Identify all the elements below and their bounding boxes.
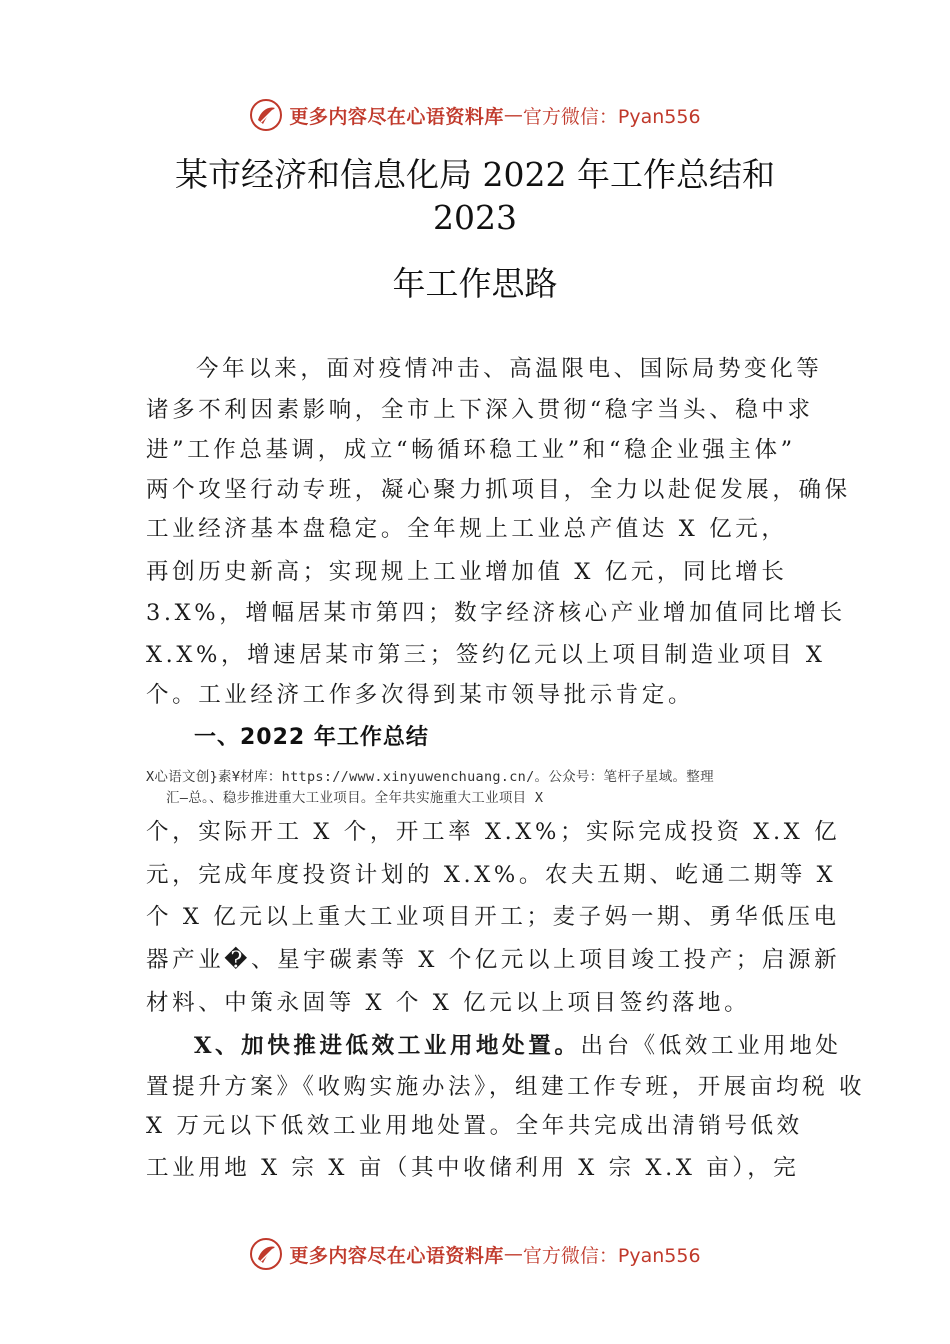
watermark-contact: 官方微信：Pyan556 [522, 105, 701, 128]
projects-line: 材料、中策永固等 X 个 X 亿元以上项目签约落地。 [146, 990, 751, 1016]
watermark-dash: — [503, 104, 523, 126]
intro-line: 工业经济基本盘稳定。全年规上工业总产值达 X 亿元， [146, 516, 788, 542]
source-note-line-2: 汇—总。、稳步推进重大工业项目。全年共实施重大工业项目 X [166, 790, 544, 806]
source-note-line-1: X心语文创}素¥材库：https://www.xinyuwenchuang.cn/。公众号：笔杆子星域。整理 [146, 769, 714, 785]
intro-line: 今年以来，面对疫情冲击、高温限电、国际局势变化等 [196, 356, 823, 382]
land-disposal-line: 置提升方案》《收购实施办法》，组建工作专班，开展亩均税 收 [146, 1074, 866, 1100]
intro-line: 进”工作总基调，成立“畅循环稳工业”和“稳企业强主体” [146, 437, 796, 463]
land-disposal-lead: X、加快推进低效工业用地处置。 [194, 1033, 581, 1059]
watermark-brand-text: 更多内容尽在心语资料库 [289, 105, 504, 128]
document-title-line-1: 某市经济和信息化局 2022 年工作总结和 [175, 155, 775, 194]
intro-line: 3.X%，增幅居某市第四；数字经济核心产业增加值同比增长 [146, 600, 846, 626]
projects-line: 元，完成年度投资计划的 X.X%。农夫五期、屹通二期等 X [146, 862, 837, 888]
document-title-line-2: 2023 [433, 198, 517, 237]
section-heading: 一、2022 年工作总结 [194, 725, 429, 750]
land-disposal-line: X 万元以下低效工业用地处置。全年共完成出清销号低效 [146, 1113, 803, 1139]
projects-line: 个，实际开工 X 个，开工率 X.X%；实际完成投资 X.X 亿 [146, 819, 841, 845]
watermark-banner-bottom [0, 1234, 950, 1274]
projects-line: 个 X 亿元以上重大工业项目开工；麦子妈一期、勇华低压电 [146, 904, 840, 930]
land-disposal-line [194, 1031, 842, 1061]
brand-logo-icon [249, 1237, 283, 1271]
document-title-line-3: 年工作思路 [392, 264, 558, 303]
watermark-dash: — [503, 1243, 523, 1265]
watermark-banner-top [0, 95, 950, 135]
projects-line: 器产业�、星宇碳素等 X 个亿元以上项目竣工投产；启源新 [146, 947, 841, 973]
intro-line: 个。工业经济工作多次得到某市领导批示肯定。 [146, 682, 695, 708]
watermark-brand-text: 更多内容尽在心语资料库 [289, 1244, 504, 1267]
intro-line: X.X%，增速居某市第三；签约亿元以上项目制造业项目 X [146, 642, 826, 668]
land-disposal-line-rest: 出台《低效工业用地处 [580, 1033, 842, 1059]
land-disposal-line: 工业用地 X 宗 X 亩（其中收储利用 X 宗 X.X 亩），完 [146, 1155, 800, 1181]
watermark-contact: 官方微信：Pyan556 [522, 1244, 701, 1267]
intro-line: 再创历史新高；实现规上工业增加值 X 亿元，同比增长 [146, 559, 788, 585]
intro-line: 诸多不利因素影响，全市上下深入贯彻“稳字当头、稳中求 [146, 397, 814, 423]
brand-logo-icon [249, 98, 283, 132]
intro-line: 两个攻坚行动专班，凝心聚力抓项目，全力以赴促发展，确保 [146, 477, 851, 503]
